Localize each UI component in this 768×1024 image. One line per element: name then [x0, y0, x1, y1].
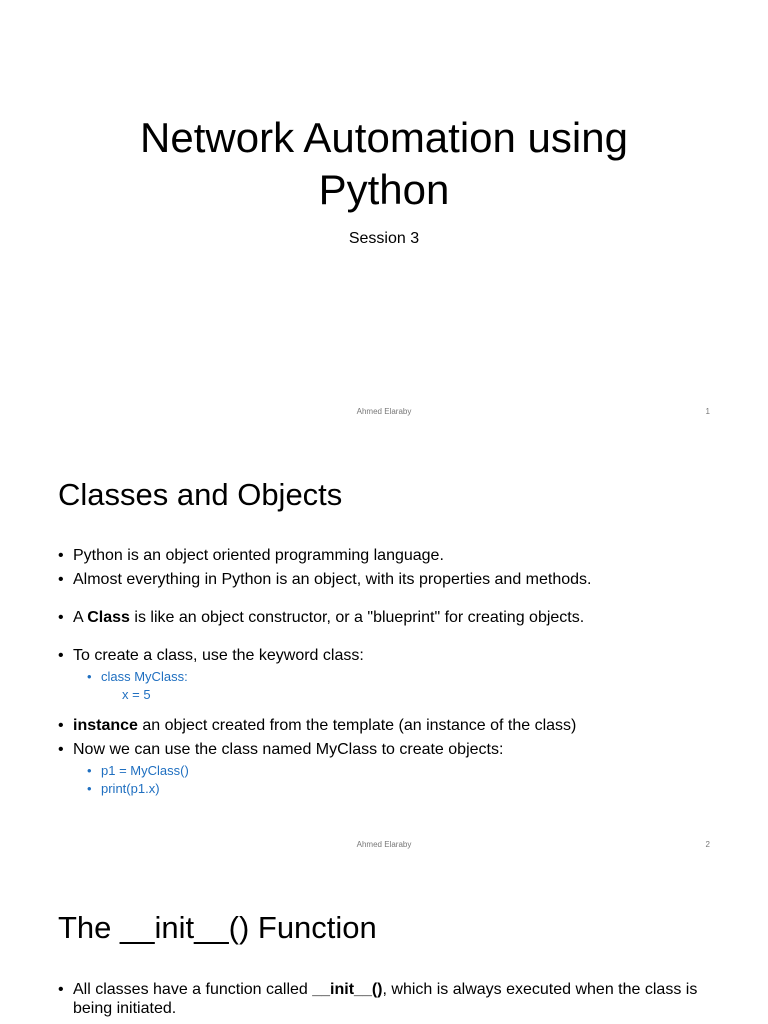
code-bullet: • p1 = MyClass() — [87, 762, 718, 780]
title-line-1: Network Automation using — [140, 114, 628, 161]
session-subtitle: Session 3 — [348, 230, 420, 247]
slide-number: 1 — [705, 407, 710, 416]
classes-objects-slide — [0, 433, 768, 866]
bullet-list — [58, 544, 718, 798]
bullet-item — [58, 606, 718, 630]
spacer — [58, 592, 718, 606]
spacer — [58, 630, 718, 644]
slide-title: Classes and Objects — [58, 477, 343, 512]
bullet-list — [58, 980, 718, 1018]
title-line-2: Python — [318, 166, 450, 213]
slide-title: The __init__() Function — [58, 910, 377, 945]
bullet-item — [58, 980, 718, 1018]
bullet-bold-term: instance — [73, 717, 138, 734]
bullet-bold-term: __init__() — [312, 981, 383, 998]
spacer — [58, 704, 718, 714]
bullet-item — [58, 714, 718, 738]
footer-author: Ahmed Elaraby — [356, 407, 412, 416]
init-function-slide — [0, 866, 768, 1024]
code-line: x = 5 — [122, 687, 151, 702]
code-bullet: • print(p1.x) — [87, 780, 718, 798]
bullet-item: • To create a class, use the keyword class: — [58, 644, 718, 668]
bullet-item: • Python is an object oriented programming language. — [58, 544, 718, 568]
bullet-item: • Almost everything in Python is an object, with its properties and methods. — [58, 568, 718, 592]
code-bullet: • class MyClass: — [87, 668, 718, 686]
presentation-title — [0, 112, 768, 216]
bullet-bold-term: Class — [87, 609, 130, 626]
bullet-text: A — [73, 609, 88, 626]
slide-number: 2 — [705, 840, 710, 849]
bullet-text: All classes have a function called — [73, 981, 313, 998]
title-slide — [0, 0, 768, 433]
footer-author: Ahmed Elaraby — [356, 840, 412, 849]
bullet-item: • Now we can use the class named MyClass to create objects: — [58, 738, 718, 762]
bullet-text: , which is always executed when the class is being initiated. — [73, 981, 698, 1017]
bullet-text: is like an object constructor, or a "blueprint" for creating objects. — [129, 609, 585, 626]
bullet-text: an object created from the template (an instance of the class) — [137, 717, 577, 734]
